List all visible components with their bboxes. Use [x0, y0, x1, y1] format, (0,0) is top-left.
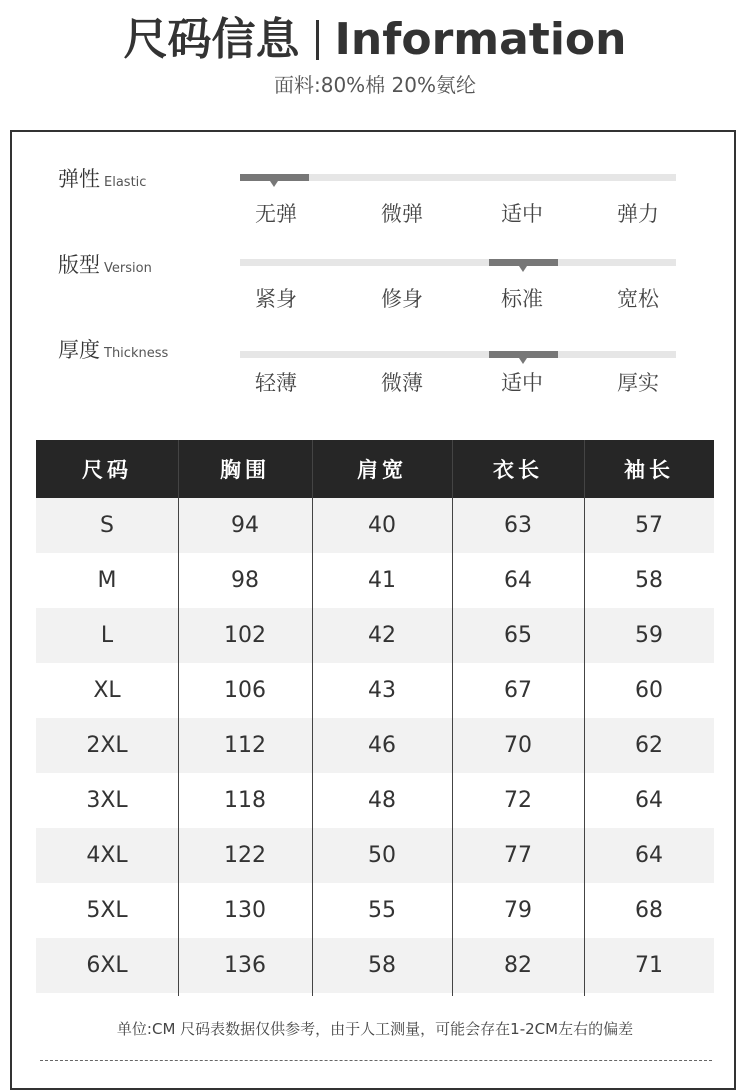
title-separator: [316, 20, 319, 60]
length-cell: 63: [504, 513, 532, 538]
sleeve-cell: 58: [635, 568, 663, 593]
size-cell: L: [100, 623, 114, 648]
shoulder-cell: 42: [368, 623, 396, 648]
length-cell: 72: [504, 788, 532, 813]
table-row: [36, 828, 714, 883]
length-cell: 79: [504, 898, 532, 923]
thickness-option: 轻薄: [255, 371, 297, 395]
shoulder-cell: 48: [368, 788, 396, 813]
header-sleeve: 袖长: [624, 458, 674, 482]
column-divider: [178, 440, 179, 996]
length-cell: 67: [504, 678, 532, 703]
version-option: 宽松: [617, 287, 659, 311]
size-table-header: [36, 440, 714, 498]
size-cell: S: [100, 513, 114, 538]
length-cell: 77: [504, 843, 532, 868]
column-divider: [584, 440, 585, 996]
shoulder-cell: 43: [368, 678, 396, 703]
dashed-divider: [40, 1060, 712, 1061]
sleeve-cell: 64: [635, 788, 663, 813]
attribute-elastic: [0, 164, 750, 244]
measurement-note: 单位:CM 尺码表数据仅供参考，由于人工测量，可能会存在1-2CM左右的偏差: [116, 1020, 634, 1038]
elastic-scale-track: [240, 174, 676, 181]
table-row: [36, 498, 714, 553]
chest-cell: 122: [224, 843, 266, 868]
size-cell: 5XL: [86, 898, 128, 923]
length-cell: 64: [504, 568, 532, 593]
elastic-option: 适中: [501, 202, 543, 226]
shoulder-cell: 58: [368, 953, 396, 978]
shoulder-cell: 46: [368, 733, 396, 758]
thickness-option: 微薄: [381, 371, 423, 395]
sleeve-cell: 68: [635, 898, 663, 923]
chest-cell: 106: [224, 678, 266, 703]
length-cell: 65: [504, 623, 532, 648]
shoulder-cell: 40: [368, 513, 396, 538]
title-en: Information: [334, 14, 627, 65]
attribute-label: 版型 Version: [58, 253, 152, 277]
attribute-thickness: [0, 335, 750, 415]
thickness-option: 厚实: [617, 371, 659, 395]
chest-cell: 130: [224, 898, 266, 923]
header-length: 衣长: [493, 458, 543, 482]
chest-cell: 94: [231, 513, 259, 538]
attribute-version: [0, 250, 750, 330]
header-shoulder: 肩宽: [357, 458, 407, 482]
length-cell: 82: [504, 953, 532, 978]
table-row: [36, 663, 714, 718]
size-cell: XL: [93, 678, 121, 703]
sleeve-cell: 57: [635, 513, 663, 538]
size-cell: 3XL: [86, 788, 128, 813]
shoulder-cell: 55: [368, 898, 396, 923]
fabric-composition: 面料:80%棉 20%氨纶: [273, 73, 476, 97]
table-row: [36, 608, 714, 663]
chest-cell: 118: [224, 788, 266, 813]
elastic-scale-marker: [240, 174, 309, 181]
thickness-scale-track: [240, 351, 676, 358]
shoulder-cell: 41: [368, 568, 396, 593]
table-row: [36, 773, 714, 828]
page-title: [0, 12, 750, 68]
chest-cell: 112: [224, 733, 266, 758]
elastic-option: 弹力: [617, 202, 659, 226]
column-divider: [312, 440, 313, 996]
sleeve-cell: 64: [635, 843, 663, 868]
size-cell: 6XL: [86, 953, 128, 978]
sleeve-cell: 60: [635, 678, 663, 703]
title-cn: 尺码信息: [123, 14, 300, 65]
size-cell: 4XL: [86, 843, 128, 868]
sleeve-cell: 59: [635, 623, 663, 648]
chest-cell: 102: [224, 623, 266, 648]
header-chest: 胸围: [220, 458, 270, 482]
table-row: [36, 553, 714, 608]
sleeve-cell: 71: [635, 953, 663, 978]
table-row: [36, 938, 714, 993]
page-header: [0, 0, 750, 130]
table-row: [36, 883, 714, 938]
chest-cell: 136: [224, 953, 266, 978]
version-scale-marker: [489, 259, 558, 266]
elastic-option: 无弹: [255, 202, 297, 226]
version-option: 修身: [381, 287, 423, 311]
version-scale-track: [240, 259, 676, 266]
version-option: 紧身: [255, 287, 297, 311]
header-size: 尺码: [82, 458, 132, 482]
attribute-label: 弹性 Elastic: [58, 167, 147, 191]
size-cell: M: [97, 568, 117, 593]
chest-cell: 98: [231, 568, 259, 593]
size-cell: 2XL: [86, 733, 128, 758]
thickness-option: 适中: [501, 371, 543, 395]
column-divider: [452, 440, 453, 996]
size-table: [36, 440, 714, 993]
shoulder-cell: 50: [368, 843, 396, 868]
sleeve-cell: 62: [635, 733, 663, 758]
attribute-label: 厚度 Thickness: [58, 338, 169, 362]
elastic-option: 微弹: [381, 202, 423, 226]
thickness-scale-marker: [489, 351, 558, 358]
version-option: 标准: [501, 287, 543, 311]
length-cell: 70: [504, 733, 532, 758]
table-row: [36, 718, 714, 773]
